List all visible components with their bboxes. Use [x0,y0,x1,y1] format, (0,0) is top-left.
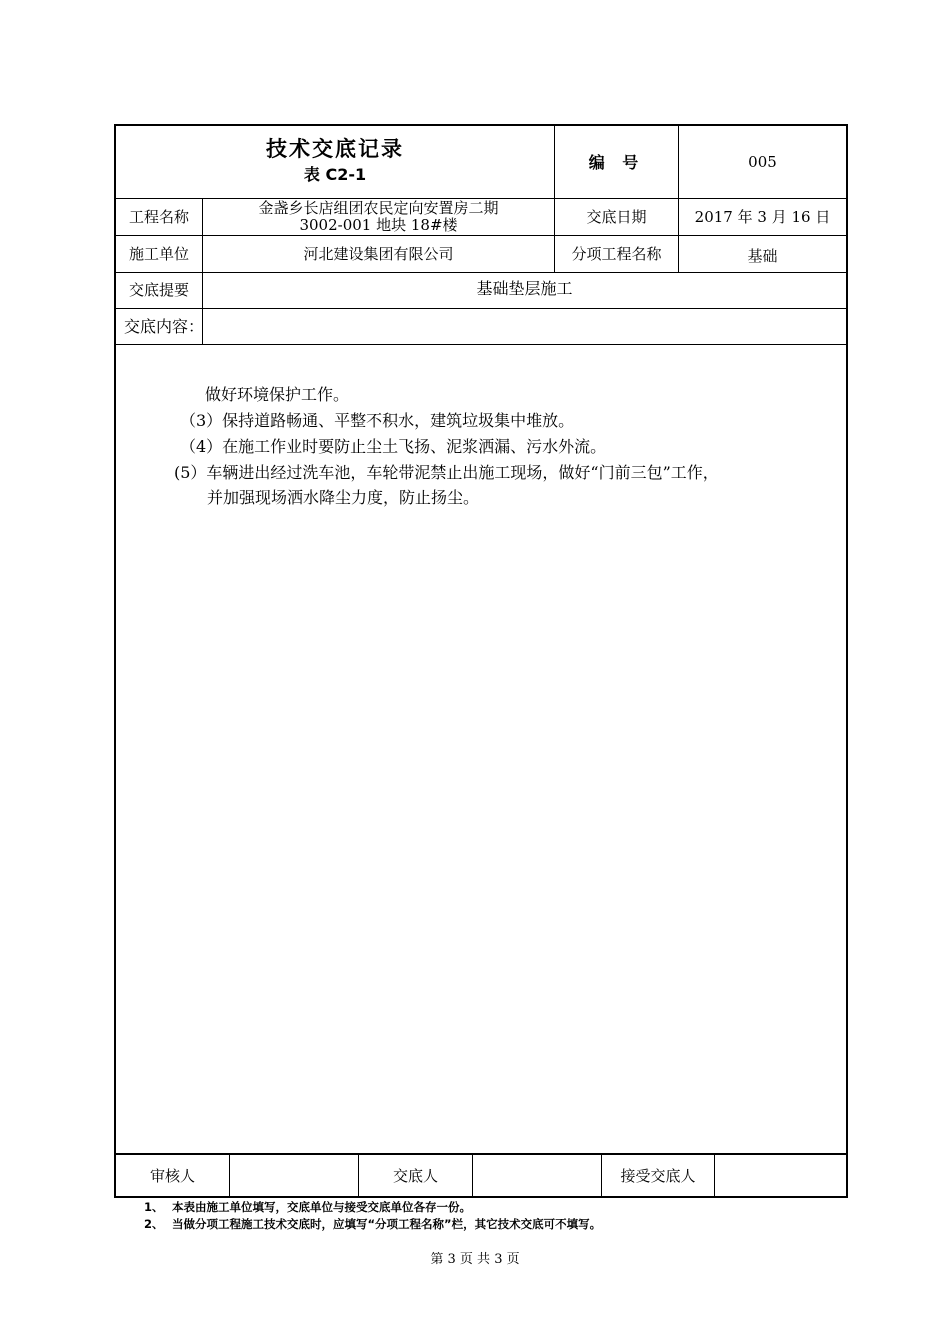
date-value: 2017 年 3 月 16 日 [694,207,831,226]
receiver-label: 接受交底人 [620,1167,696,1185]
content-line: 做好环境保护工作。 [205,385,350,404]
number-label: 编 号 [588,152,645,172]
contractor-label: 施工单位 [128,244,189,263]
form-title: 技术交底记录 [266,137,404,161]
subproject-label: 分项工程名称 [571,244,662,263]
project-name-line: 3002-001 地块 18#楼 [299,216,458,234]
content-line: (5）车辆进出经过洗车池，车轮带泥禁止出施工现场，做好“门前三包”工作， [174,463,719,482]
project-name-value [203,199,554,235]
project-name-label: 工程名称 [128,207,189,226]
receiver-field[interactable] [715,1155,846,1198]
content-line: （3）保持道路畅通、平整不积水，建筑垃圾集中堆放。 [180,411,575,430]
contractor-value: 河北建设集团有限公司 [303,244,454,263]
number-value: 005 [748,152,777,171]
content-line: （4）在施工作业时要防止尘土飞扬、泥浆洒漏、污水外流。 [180,437,607,456]
discloser-label: 交底人 [392,1167,438,1185]
footnote-number: 2、 [144,1217,164,1231]
footnote-number: 1、 [144,1200,164,1214]
footnote [144,1200,471,1214]
content-line: 并加强现场洒水降尘力度，防止扬尘。 [207,488,480,507]
page-indicator: 第 3 页 共 3 页 [430,1252,520,1267]
footnote-text: 本表由施工单位填写，交底单位与接受交底单位各存一份。 [172,1200,471,1214]
tech-disclosure-form [114,124,848,1198]
discloser-field[interactable] [473,1155,601,1198]
summary-label: 交底提要 [128,281,189,299]
summary-value: 基础垫层施工 [476,279,573,298]
reviewer-field[interactable] [230,1155,358,1198]
form-code: 表 C2-1 [303,165,367,184]
form-title-block [116,126,554,198]
reviewer-label: 审核人 [149,1167,195,1185]
project-name-line: 金盏乡长店组团农民定向安置房二期 [258,199,499,217]
footnote-text: 当做分项工程施工技术交底时，应填写“分项工程名称”栏，其它技术交底可不填写。 [172,1217,602,1231]
date-label: 交底日期 [586,207,647,226]
content-label: 交底内容： [124,317,205,336]
footnote [144,1217,601,1231]
subproject-value: 基础 [747,246,778,265]
row-divider [116,344,846,345]
